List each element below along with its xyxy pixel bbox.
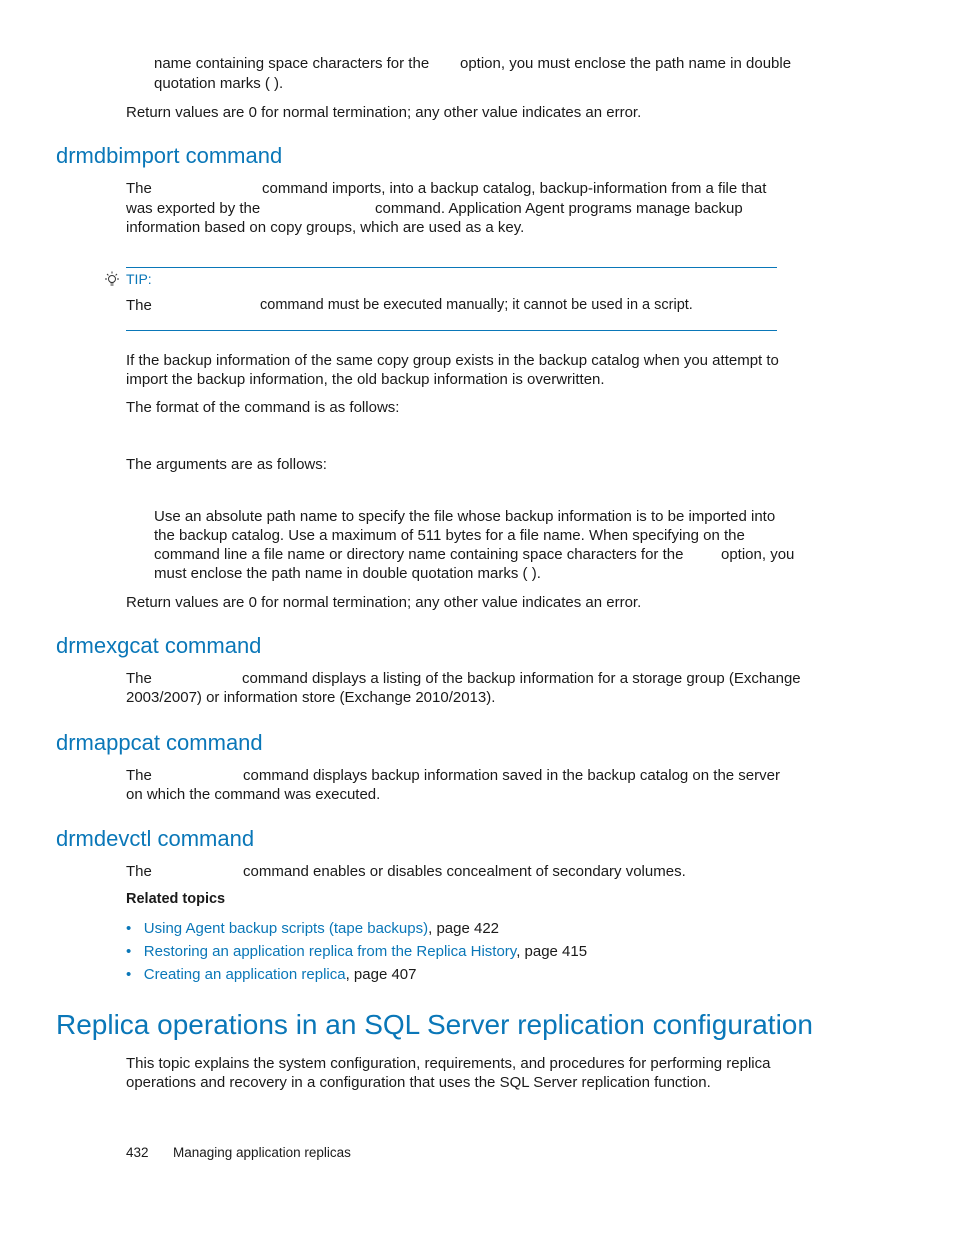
replica-ops-l2: operations and recovery in a configuration that uses the SQL Server replication function.	[126, 1074, 711, 1091]
related-link-creating-replica[interactable]: Creating an application replica	[143, 966, 346, 983]
bullet-icon: •	[126, 943, 132, 960]
drmappcat-heading: drmappcat command	[56, 730, 263, 755]
drmdbimport-return-values: Return values are 0 for normal termination; any other value indicates an error.	[126, 594, 642, 611]
related-link-tape-backups[interactable]: Using Agent backup scripts (tape backups)	[143, 920, 429, 937]
drmdbimport-p1-l3: information based on copy groups, which are used as a key.	[126, 219, 525, 236]
drmdbimport-p1-l2b: command. Application Agent programs manage backup	[375, 200, 743, 217]
drmdbimport-heading: drmdbimport command	[56, 143, 283, 168]
top-line-2: quotation marks ( ).	[154, 75, 284, 92]
drmdbimport-p2-l1: If the backup information of the same copy group exists in the backup catalog when you attempt to	[126, 352, 779, 369]
replica-ops-l1: This topic explains the system configuration, requirements, and procedures for performing replica	[126, 1055, 771, 1072]
bullet-icon: •	[126, 966, 132, 983]
drmdevctl-l1b: command enables or disables concealment of secondary volumes.	[243, 863, 686, 880]
drmdbimport-arg-l2: the backup catalog. Use a maximum of 511 bytes for a file name. When specifying on the	[154, 527, 745, 544]
drmdbimport-arguments: The arguments are as follows:	[126, 456, 327, 473]
drmexgcat-l2: 2003/2007) or information store (Exchange 2010/2013).	[126, 689, 496, 706]
lightbulb-icon	[102, 270, 122, 290]
bullet-icon: •	[126, 920, 132, 937]
drmdbimport-p1-l1b: command imports, into a backup catalog, backup-information from a file that	[262, 180, 767, 197]
tip-text-a: The	[126, 297, 152, 314]
drmdbimport-arg-l3b: option, you	[721, 546, 795, 563]
related-link-restoring-replica[interactable]: Restoring an application replica from the Replica History	[143, 943, 517, 960]
drmappcat-l2: on which the command was executed.	[126, 786, 381, 803]
tip-bottom-rule	[126, 330, 777, 331]
drmdbimport-format: The format of the command is as follows:	[126, 399, 400, 416]
drmdbimport-arg-l4: must enclose the path name in double quotation marks ( ).	[154, 565, 541, 582]
replica-ops-heading: Replica operations in an SQL Server replication configuration	[56, 1009, 813, 1040]
drmdevctl-heading: drmdevctl command	[56, 826, 255, 851]
related-list-item	[126, 919, 499, 939]
tip-text-b: command must be executed manually; it cannot be used in a script.	[260, 297, 693, 313]
drmexgcat-l1a: The	[126, 670, 152, 687]
tip-top-rule	[126, 267, 777, 268]
drmexgcat-l1b: command displays a listing of the backup information for a storage group (Exchange	[242, 670, 801, 687]
drmdbimport-p2-l2: import the backup information, the old backup information is overwritten.	[126, 371, 605, 388]
drmdbimport-p1-l2a: was exported by the	[126, 200, 261, 217]
related-page: , page 422	[428, 920, 500, 937]
related-list-item	[126, 965, 416, 985]
top-line-1b: option, you must enclose the path name in double	[460, 55, 792, 72]
top-line-1a: name containing space characters for the	[154, 55, 430, 72]
drmdbimport-p1-l1a: The	[126, 180, 152, 197]
drmdevctl-l1a: The	[126, 863, 152, 880]
footer-title: Managing application replicas	[173, 1145, 351, 1160]
page-number: 432	[126, 1145, 149, 1160]
related-page: , page 407	[345, 966, 417, 983]
drmappcat-l1a: The	[126, 767, 152, 784]
related-topics-title: Related topics	[126, 891, 226, 907]
drmappcat-l1b: command displays backup information saved in the backup catalog on the server	[243, 767, 780, 784]
drmdbimport-arg-l1: Use an absolute path name to specify the file whose backup information is to be imported into	[154, 508, 776, 525]
related-page: , page 415	[516, 943, 588, 960]
drmexgcat-heading: drmexgcat command	[56, 633, 262, 658]
drmdbimport-arg-l3a: command line a file name or directory name containing space characters for the	[154, 546, 684, 563]
top-return-values: Return values are 0 for normal termination; any other value indicates an error.	[126, 104, 642, 121]
tip-label: TIP:	[126, 271, 152, 287]
related-list-item	[126, 942, 587, 962]
